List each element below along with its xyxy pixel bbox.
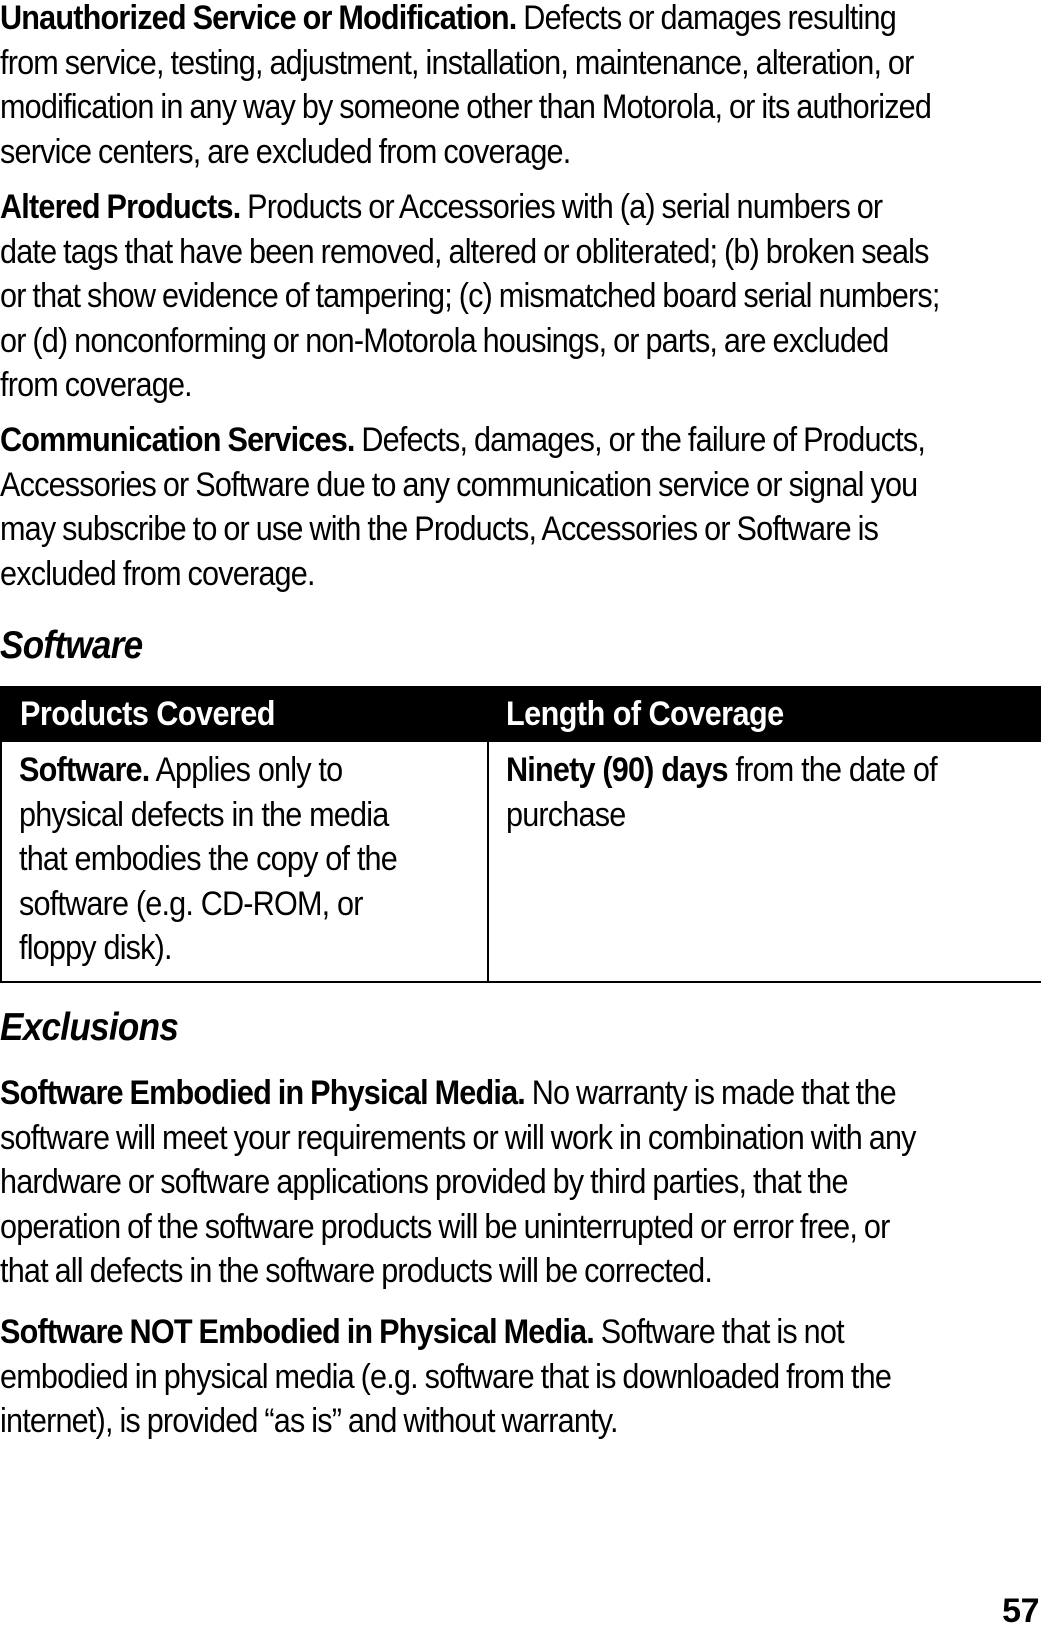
paragraph-body: Software that is not embodied in physical media (e.g. software that is downloaded from the internet), is provided “as is” and without warranty. [0,1313,892,1440]
paragraph-heading: Altered Products. [0,188,241,226]
column-header-products-covered: Products Covered [1,687,488,741]
section-title-software: Software [0,624,143,667]
cell-heading: Ninety (90) days [506,751,728,789]
cell-heading: Software. [19,751,150,789]
page-number: 57 [1002,1592,1039,1630]
paragraph-software-embodied [0,1071,941,1294]
cell-product [1,741,488,982]
paragraph-body: Products or Accessories with (a) serial numbers or date tags that have been removed, altered or obliterated; (b) broken seals or that show evidence of tampering; (c) mismatched board serial numbers; or (d) nonconforming or non-Motorola housings, or parts, are excluded from coverage. [0,188,940,404]
table-header-row [1,687,1041,741]
paragraph-body: No warranty is made that the software will meet your requirements or will work in combination with any hardware or software applications provided by third parties, that the operation of the software products will be uninterrupted or error free, or that all defects in the software products will be corrected. [0,1074,916,1290]
table-row [1,741,1041,982]
cell-coverage [488,741,1041,982]
paragraph-unauthorized-service [0,0,941,174]
software-coverage-table [0,686,1041,983]
paragraph-body: Defects, damages, or the failure of Products, Accessories or Software due to any communication service or signal you may subscribe to or use with the Products, Accessories or Software is excluded from coverage. [0,421,926,593]
cell-text: from the date of purchase [506,751,937,834]
paragraph-communication-services [0,418,941,596]
section-title-exclusions: Exclusions [0,1006,179,1049]
paragraph-software-not-embodied [0,1310,941,1444]
paragraph-heading: Software NOT Embodied in Physical Media. [0,1313,594,1351]
column-header-length-of-coverage: Length of Coverage [488,687,1041,741]
paragraph-heading: Software Embodied in Physical Media. [0,1074,525,1112]
paragraph-heading: Unauthorized Service or Modification. [0,0,517,37]
cell-text: Applies only to physical defects in the media that embodies the copy of the software (e.g. CD-ROM, or floppy disk). [19,751,397,967]
paragraph-heading: Communication Services. [0,421,355,459]
paragraph-altered-products [0,185,941,408]
paragraph-body: Defects or damages resulting from service, testing, adjustment, installation, maintenance, alteration, or modification in any way by someone other than Motorola, or its authorized service centers, are excluded from coverage. [0,0,932,171]
